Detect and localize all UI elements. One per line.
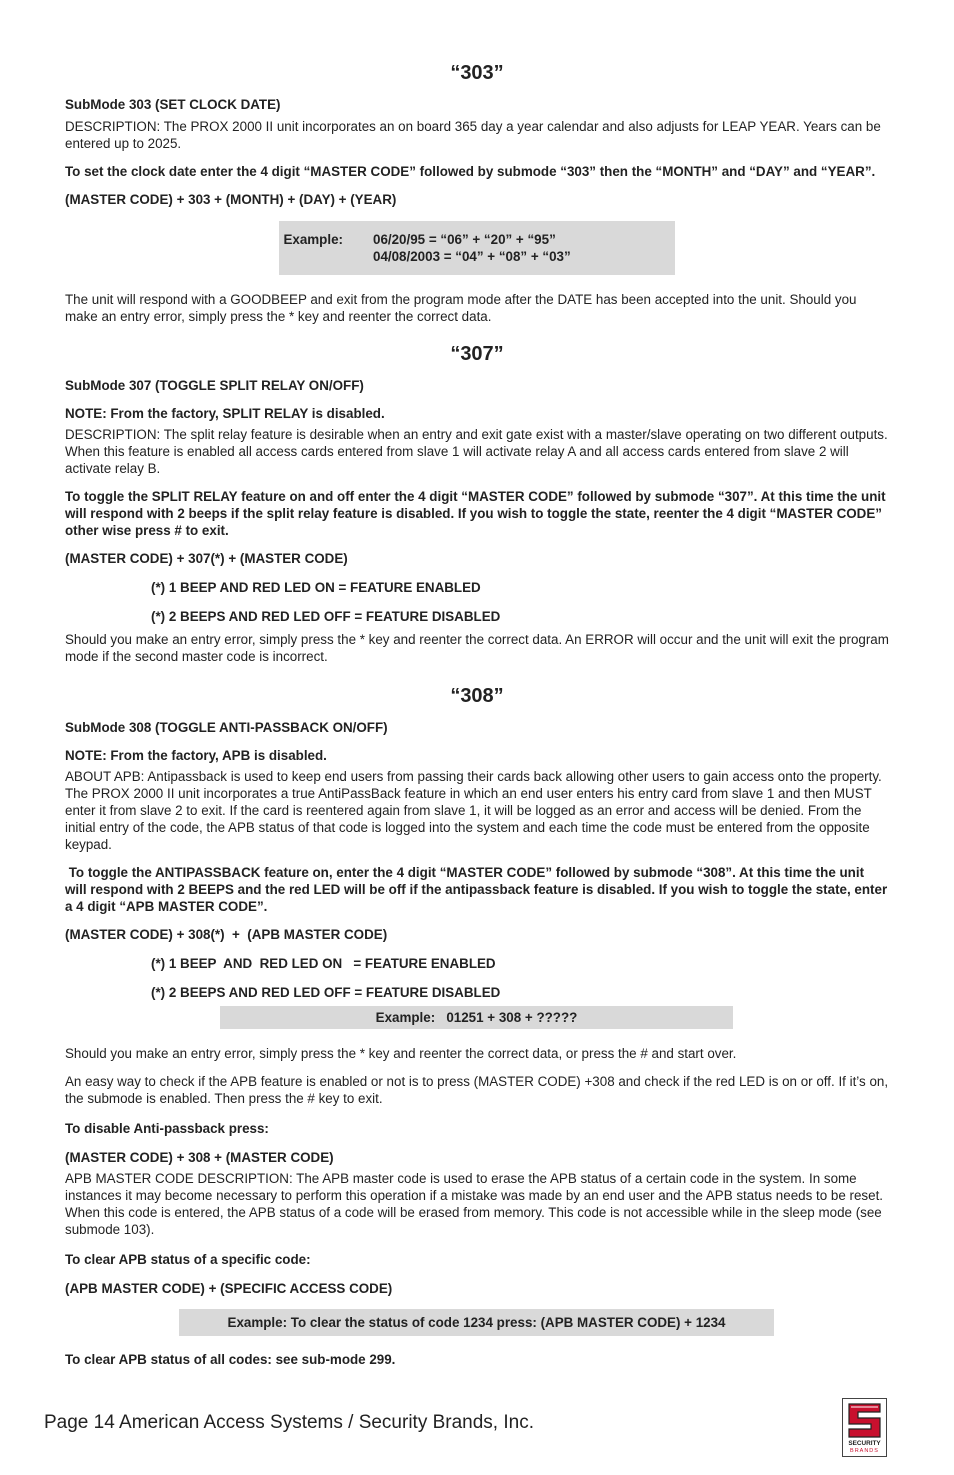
example-line-1: 06/20/95 = “06” + “20” + “95”: [373, 232, 556, 247]
logo-text-security: SECURITY: [848, 1440, 881, 1447]
page-footer: Page 14 American Access Systems / Security Brands, Inc.: [44, 1412, 534, 1433]
submode-308-enabled: (*) 1 BEEP AND RED LED ON = FEATURE ENABLED: [151, 956, 496, 971]
example-line-2: 04/08/2003 = “04” + “08” + “03”: [373, 249, 571, 264]
section-303-heading: “303”: [450, 62, 504, 84]
submode-308-about: ABOUT APB: Antipassback is used to keep end users from passing their cards back allowing other users to gain access onto the property. The PROX 2000 II unit incorporates a true AntiPassBack feature in which an end user enters his entry card from slave 1 and then MUST enter it from slave 2 to exit. If the card is reentered again from slave 1, it will be logged as an error and access will be denied. From the initial entry of the code, the APB status of that code is logged into the system and each time the code must be entered from the opposite keypad.: [65, 769, 882, 852]
submode-307-error: Should you make an entry error, simply press the * key and reenter the correct data. An ERROR will occur and the unit will exit the program mode if the second master code is incorrect.: [65, 632, 889, 664]
manual-page: [65, 60, 889, 1379]
clear-apb-title: To clear APB status of a specific code:: [65, 1252, 311, 1267]
submode-307-instruction: To toggle the SPLIT RELAY feature on and off enter the 4 digit “MASTER CODE” followed by submode “307”. At this time the unit will respond with 2 beeps if the split relay feature is disabled. If you wish to toggle the state, reenter the 4 digit “MASTER CODE” other wise press # to exit.: [65, 489, 886, 538]
submode-308-example-box: Example: 01251 + 308 + ?????: [220, 1006, 733, 1029]
section-308-heading: “308”: [450, 685, 504, 707]
logo-text-brands: BRANDS: [850, 1448, 879, 1454]
submode-303-response: The unit will respond with a GOODBEEP and exit from the program mode after the DATE has been accepted into the unit. Should you make an entry error, simply press the * key and reenter the correct data.: [65, 292, 857, 324]
submode-303-instruction: To set the clock date enter the 4 digit “MASTER CODE” followed by submode “303” then the “MONTH” and “DAY” and “YEAR”.: [65, 164, 876, 179]
submode-308-formula: (MASTER CODE) + 308(*) + (APB MASTER CODE): [65, 927, 388, 942]
clear-all-apb: To clear APB status of all codes: see sub-mode 299.: [65, 1352, 396, 1367]
disable-apb-formula: (MASTER CODE) + 308 + (MASTER CODE): [65, 1150, 334, 1165]
section-307-heading: “307”: [450, 343, 504, 365]
disable-apb-title: To disable Anti-passback press:: [65, 1121, 269, 1136]
submode-308-error: Should you make an entry error, simply press the * key and reenter the correct data, or press the # and start over.: [65, 1046, 737, 1061]
submode-303-title: SubMode 303 (SET CLOCK DATE): [65, 97, 281, 112]
apb-master-code-description: APB MASTER CODE DESCRIPTION: The APB master code is used to erase the APB status of a certain code in the system. In some instances it may become necessary to perform this operation if a mistake was made by an end user and the APB status needs to be reset. When this code is entered, the APB status of a code will be erased from memory. This code is not accessible while in the sleep mode (see submode 103).: [65, 1171, 884, 1237]
submode-307-formula: (MASTER CODE) + 307(*) + (MASTER CODE): [65, 551, 348, 566]
clear-apb-example-box: Example: To clear the status of code 1234 press: (APB MASTER CODE) + 1234: [179, 1309, 774, 1336]
submode-307-disabled: (*) 2 BEEPS AND RED LED OFF = FEATURE DISABLED: [151, 609, 501, 624]
submode-307-enabled: (*) 1 BEEP AND RED LED ON = FEATURE ENABLED: [151, 580, 481, 595]
submode-303-example-box: [279, 221, 675, 275]
submode-307-title: SubMode 307 (TOGGLE SPLIT RELAY ON/OFF): [65, 378, 364, 393]
submode-307-note: NOTE: From the factory, SPLIT RELAY is disabled.: [65, 406, 385, 421]
submode-303-description: DESCRIPTION: The PROX 2000 II unit incorporates an on board 365 day a year calendar and also adjusts for LEAP YEAR. Years can be entered up to 2025.: [65, 119, 881, 151]
submode-308-check: An easy way to check if the APB feature is enabled or not is to press (MASTER CODE) +308 and check if the red LED is on or off. If it’s on, the submode is enabled. Then press the # key to exit.: [65, 1074, 889, 1106]
example-label: Example:: [283, 232, 343, 247]
submode-308-disabled: (*) 2 BEEPS AND RED LED OFF = FEATURE DISABLED: [151, 985, 501, 1000]
submode-308-note: NOTE: From the factory, APB is disabled.: [65, 748, 327, 763]
security-brands-logo: [842, 1398, 887, 1457]
submode-307-description: DESCRIPTION: The split relay feature is desirable when an entry and exit gate exist with a master/slave operating on two different outputs. When this feature is enabled all access cards entered from slave 1 will activate relay A and all access cards entered from slave 2 will activate relay B.: [65, 427, 888, 476]
clear-apb-formula: (APB MASTER CODE) + (SPECIFIC ACCESS CODE): [65, 1281, 393, 1296]
submode-308-instruction: To toggle the ANTIPASSBACK feature on, enter the 4 digit “MASTER CODE” followed by submode “308”. At this time the unit will respond with 2 BEEPS and the red LED will be off if the antipassback feature is disabled. If you wish to toggle the state, enter a 4 digit “APB MASTER CODE”.: [65, 865, 891, 914]
security-brands-logo-icon: [843, 1399, 886, 1456]
submode-308-title: SubMode 308 (TOGGLE ANTI-PASSBACK ON/OFF): [65, 720, 388, 735]
submode-303-formula: (MASTER CODE) + 303 + (MONTH) + (DAY) + (YEAR): [65, 192, 397, 207]
